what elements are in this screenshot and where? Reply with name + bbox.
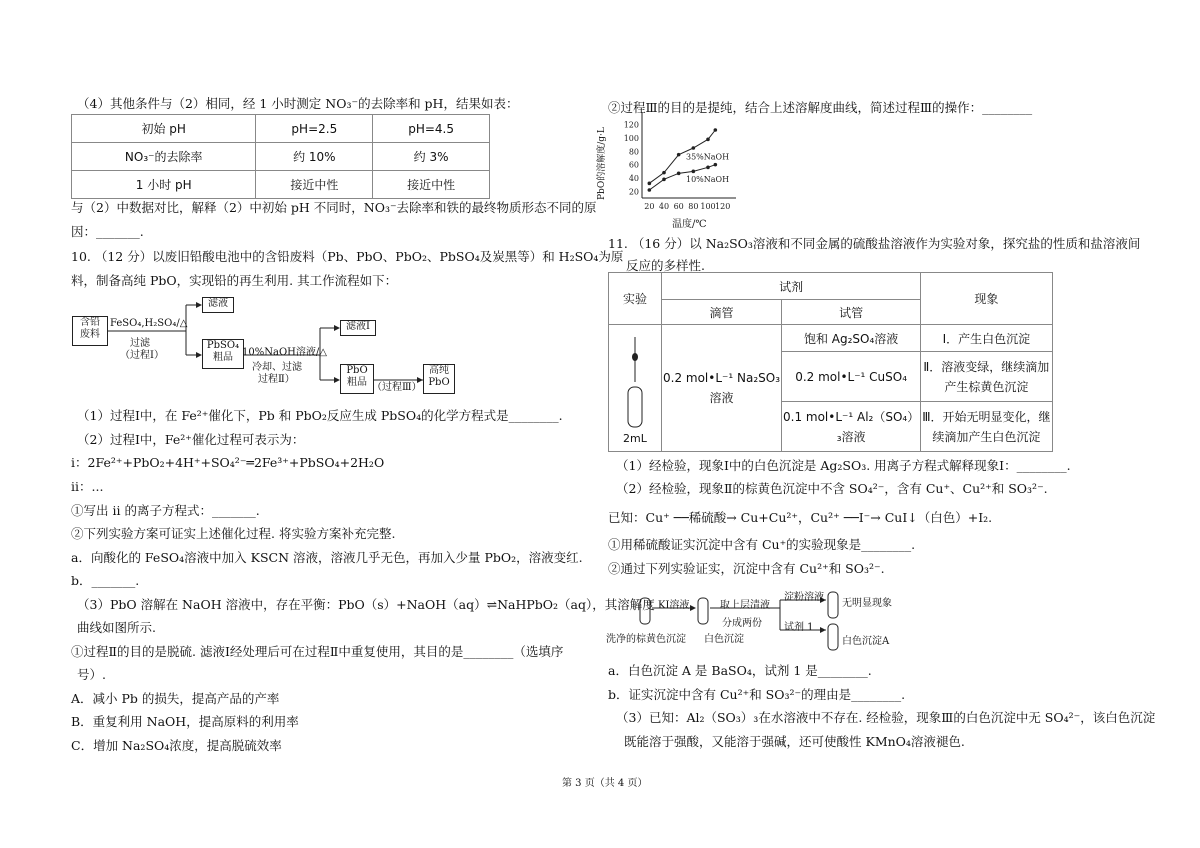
s1: （1）过程Ⅰ中，在 Fe²⁺催化下，Pb 和 PbO₂反应生成 PbSO₄的化学方程式是________. bbox=[77, 408, 563, 423]
s8: b．_______. bbox=[71, 573, 140, 588]
op2-label-b: 过程Ⅱ） bbox=[258, 374, 295, 385]
q4-text: （4）其他条件与（2）相同，经 1 小时测定 NO₃⁻的去除率和 pH，结果如表： bbox=[77, 96, 519, 111]
op2-label-a: 冷却、过滤 bbox=[252, 362, 302, 373]
table-cell: 1 小时 pH bbox=[72, 171, 256, 199]
dropper-reagent: 0.2 mol•L⁻¹ Na₂SO₃ 溶液 bbox=[662, 325, 782, 452]
s2: （2）过程Ⅰ中，Fe²⁺催化过程可表示为： bbox=[77, 432, 305, 447]
reagent-1-label: FeSO₄,H₂SO₄/△ bbox=[110, 318, 188, 329]
b2: b．证实沉淀中含有 Cu²⁺和 SO₃²⁻的理由是________. bbox=[608, 687, 906, 702]
tube-reagent-3: 0.1 mol•L⁻¹ Al₂（SO₄） ₃溶液 bbox=[782, 402, 921, 452]
b3: （3）已知：Al₂（SO₃）₃在水溶液中不存在. 经检验，现象Ⅲ的白色沉淀中无 SO₄²⁻，该白色沉淀 bbox=[616, 710, 1156, 725]
s12: 号）. bbox=[77, 667, 106, 682]
y-tick-label: 80 bbox=[628, 147, 639, 157]
phenomenon-1: Ⅰ．产生白色沉淀 bbox=[921, 325, 1052, 352]
take-supernatant-label: 取上层清液 bbox=[720, 600, 770, 611]
b4: 既能溶于强酸，又能溶于强碱，还可使酸性 KMnO₄溶液褪色. bbox=[624, 734, 965, 749]
split-label: 分成两份 bbox=[722, 618, 762, 629]
white-precipitate-label: 白色沉淀 bbox=[704, 634, 744, 645]
op1-label-b: （过程Ⅰ） bbox=[120, 350, 164, 361]
volume-label: 2mL bbox=[623, 432, 647, 445]
x-tick-label: 80 bbox=[688, 202, 699, 211]
tube-reagent-1: 饱和 Ag₂SO₄溶液 bbox=[782, 325, 921, 352]
q4-tail-1: 与（2）中数据对比，解释（2）中初始 pH 不同时，NO₃⁻去除率和铁的最终物质形态不同的原 bbox=[71, 200, 597, 215]
x-tick-label: 60 bbox=[673, 202, 684, 211]
table-cell: NO₃⁻的去除率 bbox=[72, 143, 256, 171]
reagent-2-label: 10%NaOH溶液/△ bbox=[242, 347, 327, 358]
r1: ②过程Ⅲ的目的是提纯，结合上述溶解度曲线，简述过程Ⅲ的操作：________ bbox=[608, 100, 1033, 115]
washed-precipitate-label: 洗净的棕黄色沉淀 bbox=[606, 634, 686, 645]
pbso4-box: PbSO₄ 粗品 bbox=[202, 339, 244, 369]
y-tick-label: 20 bbox=[628, 187, 639, 197]
s3: i：2Fe²⁺+PbO₂+4H⁺+SO₄²⁻═2Fe³⁺+PbSO₄+2H₂O bbox=[71, 455, 385, 470]
b1: a．白色沉淀 A 是 BaSO₄，试剂 1 是________. bbox=[608, 663, 872, 678]
raw-material-box: 含铅 废料 bbox=[72, 316, 108, 346]
op3-label: （过程Ⅲ） bbox=[372, 382, 422, 393]
a2: （2）经检验，现象Ⅱ的棕黄色沉淀中不含 SO₄²⁻，含有 Cu⁺、Cu²⁺和 SO₃²⁻. bbox=[616, 481, 1048, 496]
chart-ylabel: PbO的溶解度/g·L bbox=[597, 127, 607, 200]
table-cell: 接近中性 bbox=[373, 171, 490, 199]
a3: 已知：Cu⁺ ──稀硫酸→ Cu+Cu²⁺，Cu²⁺ ──I⁻→ CuI↓（白色）+I₂. bbox=[608, 510, 993, 525]
phenomenon-3: Ⅲ．开始无明显变化，继 续滴加产生白色沉淀 bbox=[921, 402, 1052, 452]
a5: ②通过下列实验证实，沉淀中含有 Cu²⁺和 SO₃²⁻. bbox=[608, 561, 885, 576]
s7: a．向酸化的 FeSO₄溶液中加入 KSCN 溶液，溶液几乎无色，再加入少量 PbO₂，溶液变红. bbox=[71, 550, 583, 565]
s6: ②下列实验方案可证实上述催化过程. 将实验方案补充完整. bbox=[71, 526, 396, 541]
x-tick-label: 20 bbox=[644, 202, 655, 211]
s13: A．减小 Pb 的损失，提高产品的产率 bbox=[71, 691, 280, 706]
header-dropper: 滴管 bbox=[662, 300, 782, 325]
header-phenomenon: 现象 bbox=[921, 273, 1052, 325]
table-cell: 约 3% bbox=[373, 143, 490, 171]
q11-line-1: 11. （16 分）以 Na₂SO₃溶液和不同金属的硫酸盐溶液作为实验对象，探究盐的性质和盐溶液间 bbox=[608, 236, 1141, 251]
pbo-crude-box: PbO 粗品 bbox=[340, 364, 374, 394]
page-footer: 第 3 页（共 4 页） bbox=[562, 778, 648, 789]
table-cell: 约 10% bbox=[256, 143, 373, 171]
y-tick-label: 120 bbox=[623, 120, 639, 130]
q11-line-2: 反应的多样性. bbox=[626, 258, 705, 273]
ki-label: KI溶液 bbox=[658, 600, 690, 611]
y-tick-label: 40 bbox=[628, 174, 639, 183]
s5: ①写出 ii 的离子方程式：_______. bbox=[71, 503, 260, 518]
x-tick-label: 40 bbox=[658, 202, 670, 211]
header-reagent: 试剂 bbox=[662, 273, 921, 300]
q10-line-2: 料，制备高纯 PbO，实现铅的再生利用. 其工作流程如下： bbox=[71, 273, 398, 288]
q4-tail-2: 因：_______. bbox=[71, 224, 144, 239]
white-precipitate-a-label: 白色沉淀A bbox=[842, 636, 890, 647]
header-tube: 试管 bbox=[782, 300, 921, 325]
pure-pbo-box: 高纯 PbO bbox=[423, 364, 455, 394]
y-tick-label: 60 bbox=[628, 160, 639, 170]
starch-label: 淀粉溶液 bbox=[784, 592, 824, 603]
s14: B．重复利用 NaOH，提高原料的利用率 bbox=[71, 714, 299, 729]
q10-line-1: 10. （12 分）以废旧铅酸电池中的含铅废料（Pb、PbO、PbO₂、PbSO₄及炭黑等）和 H₂SO₄为原 bbox=[71, 249, 624, 264]
x-tick-label: 120 bbox=[715, 202, 731, 211]
s4: ii：... bbox=[71, 479, 104, 494]
tube-reagent-2: 0.2 mol•L⁻¹ CuSO₄ bbox=[782, 352, 921, 402]
series-label: 10%NaOH bbox=[686, 175, 730, 184]
table-cell: pH=4.5 bbox=[373, 115, 490, 143]
op1-label-a: 过滤 bbox=[130, 338, 150, 349]
header-exp: 实验 bbox=[609, 273, 662, 325]
a4: ①用稀硫酸证实沉淀中含有 Cu⁺的实验现象是________. bbox=[608, 537, 916, 552]
filtrate-1-box: 滤液Ⅰ bbox=[340, 320, 376, 336]
table-cell: pH=2.5 bbox=[256, 115, 373, 143]
x-tick-label: 100 bbox=[700, 202, 716, 211]
table-cell: 接近中性 bbox=[256, 171, 373, 199]
s15: C．增加 Na₂SO₄浓度，提高脱硫效率 bbox=[71, 738, 282, 753]
s10: 曲线如图所示. bbox=[77, 620, 156, 635]
s9: （3）PbO 溶解在 NaOH 溶液中，存在平衡：PbO（s）+NaOH（aq）⇌NaHPbO₂（aq），其溶解度 bbox=[77, 597, 655, 612]
s11: ①过程Ⅱ的目的是脱硫. 滤液Ⅰ经处理后可在过程Ⅱ中重复使用，其目的是________（选填序 bbox=[71, 644, 564, 659]
filtrate-box: 滤液 bbox=[202, 297, 234, 313]
series-label: 35%NaOH bbox=[686, 152, 730, 162]
phenomenon-2: Ⅱ．溶液变绿，继续滴加 产生棕黄色沉淀 bbox=[921, 352, 1052, 402]
reagent-1-label: 试剂 1 bbox=[784, 622, 814, 633]
chart-xlabel: 温度/℃ bbox=[672, 219, 707, 230]
a1: （1）经检验，现象Ⅰ中的白色沉淀是 Ag₂SO₃. 用离子方程式解释现象Ⅰ：________. bbox=[616, 458, 1071, 473]
y-tick-label: 100 bbox=[623, 134, 639, 143]
no-phenomenon-label: 无明显现象 bbox=[842, 598, 892, 609]
table-cell: 初始 pH bbox=[72, 115, 256, 143]
